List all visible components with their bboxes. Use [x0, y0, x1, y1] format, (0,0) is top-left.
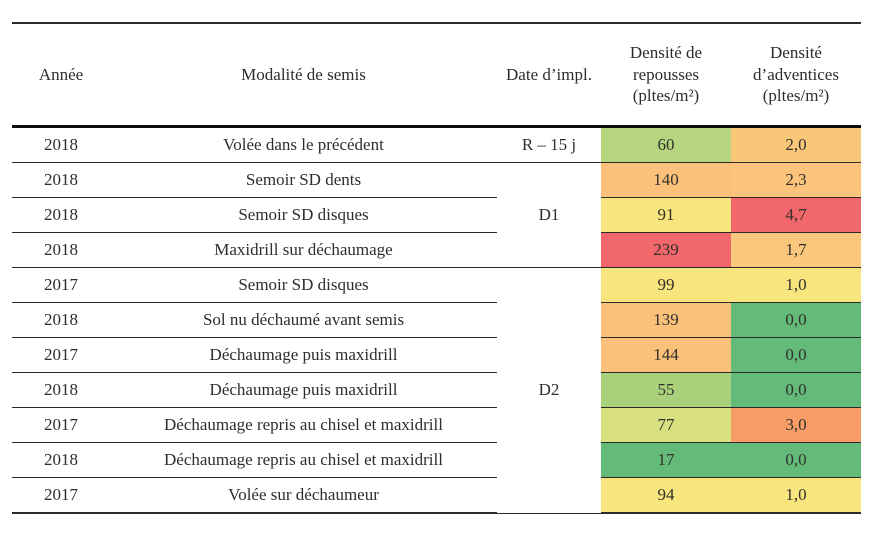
year-cell: 2017 — [12, 408, 110, 443]
modality-cell: Déchaumage puis maxidrill — [110, 338, 497, 373]
adventices-cell: 1,0 — [731, 268, 861, 303]
table-row — [12, 443, 861, 478]
density-table — [12, 22, 861, 514]
adventices-cell: 0,0 — [731, 373, 861, 408]
modality-cell: Semoir SD disques — [110, 268, 497, 303]
repousses-cell: 99 — [601, 268, 731, 303]
year-cell: 2018 — [12, 303, 110, 338]
table-row — [12, 408, 861, 443]
date-group-d1-cell: D1 — [497, 163, 601, 268]
table-row — [12, 163, 861, 198]
table-header — [12, 23, 861, 127]
adventices-cell: 4,7 — [731, 198, 861, 233]
table-row — [12, 478, 861, 514]
modality-cell: Déchaumage puis maxidrill — [110, 373, 497, 408]
year-cell: 2018 — [12, 233, 110, 268]
table-row — [12, 233, 861, 268]
repousses-cell: 94 — [601, 478, 731, 514]
year-cell: 2018 — [12, 163, 110, 198]
year-cell: 2017 — [12, 338, 110, 373]
repousses-cell: 239 — [601, 233, 731, 268]
adventices-cell: 3,0 — [731, 408, 861, 443]
table-row — [12, 127, 861, 163]
adventices-cell: 0,0 — [731, 338, 861, 373]
table-row — [12, 373, 861, 408]
modality-cell: Sol nu déchaumé avant semis — [110, 303, 497, 338]
repousses-cell: 139 — [601, 303, 731, 338]
repousses-cell: 91 — [601, 198, 731, 233]
repousses-cell: 60 — [601, 127, 731, 163]
modality-cell: Déchaumage repris au chisel et maxidrill — [110, 443, 497, 478]
table-row — [12, 268, 861, 303]
adventices-cell: 2,3 — [731, 163, 861, 198]
year-cell: 2018 — [12, 198, 110, 233]
year-cell: 2017 — [12, 478, 110, 514]
column-header-date: Date d’impl. — [497, 23, 601, 127]
column-header-modalite: Modalité de semis — [110, 23, 497, 127]
year-cell: 2018 — [12, 373, 110, 408]
year-cell: 2018 — [12, 127, 110, 163]
adventices-cell: 0,0 — [731, 443, 861, 478]
repousses-cell: 77 — [601, 408, 731, 443]
table-row — [12, 198, 861, 233]
modality-cell: Déchaumage repris au chisel et maxidrill — [110, 408, 497, 443]
adventices-cell: 2,0 — [731, 127, 861, 163]
date-group-d2-cell: D2 — [497, 268, 601, 514]
modality-cell: Semoir SD disques — [110, 198, 497, 233]
table-row — [12, 338, 861, 373]
year-cell: 2017 — [12, 268, 110, 303]
table-body — [12, 127, 861, 514]
adventices-cell: 1,7 — [731, 233, 861, 268]
modality-cell: Volée dans le précédent — [110, 127, 497, 163]
date-cell: R – 15 j — [497, 127, 601, 163]
table-row — [12, 303, 861, 338]
year-cell: 2018 — [12, 443, 110, 478]
modality-cell: Volée sur déchaumeur — [110, 478, 497, 514]
adventices-cell: 1,0 — [731, 478, 861, 514]
column-header-repousses: Densité de repousses (pltes/m²) — [601, 23, 731, 127]
modality-cell: Maxidrill sur déchaumage — [110, 233, 497, 268]
repousses-cell: 55 — [601, 373, 731, 408]
adventices-cell: 0,0 — [731, 303, 861, 338]
repousses-cell: 17 — [601, 443, 731, 478]
repousses-cell: 144 — [601, 338, 731, 373]
header-row — [12, 23, 861, 127]
column-header-adventices: Densité d’adventices (pltes/m²) — [731, 23, 861, 127]
repousses-cell: 140 — [601, 163, 731, 198]
column-header-annee: Année — [12, 23, 110, 127]
modality-cell: Semoir SD dents — [110, 163, 497, 198]
